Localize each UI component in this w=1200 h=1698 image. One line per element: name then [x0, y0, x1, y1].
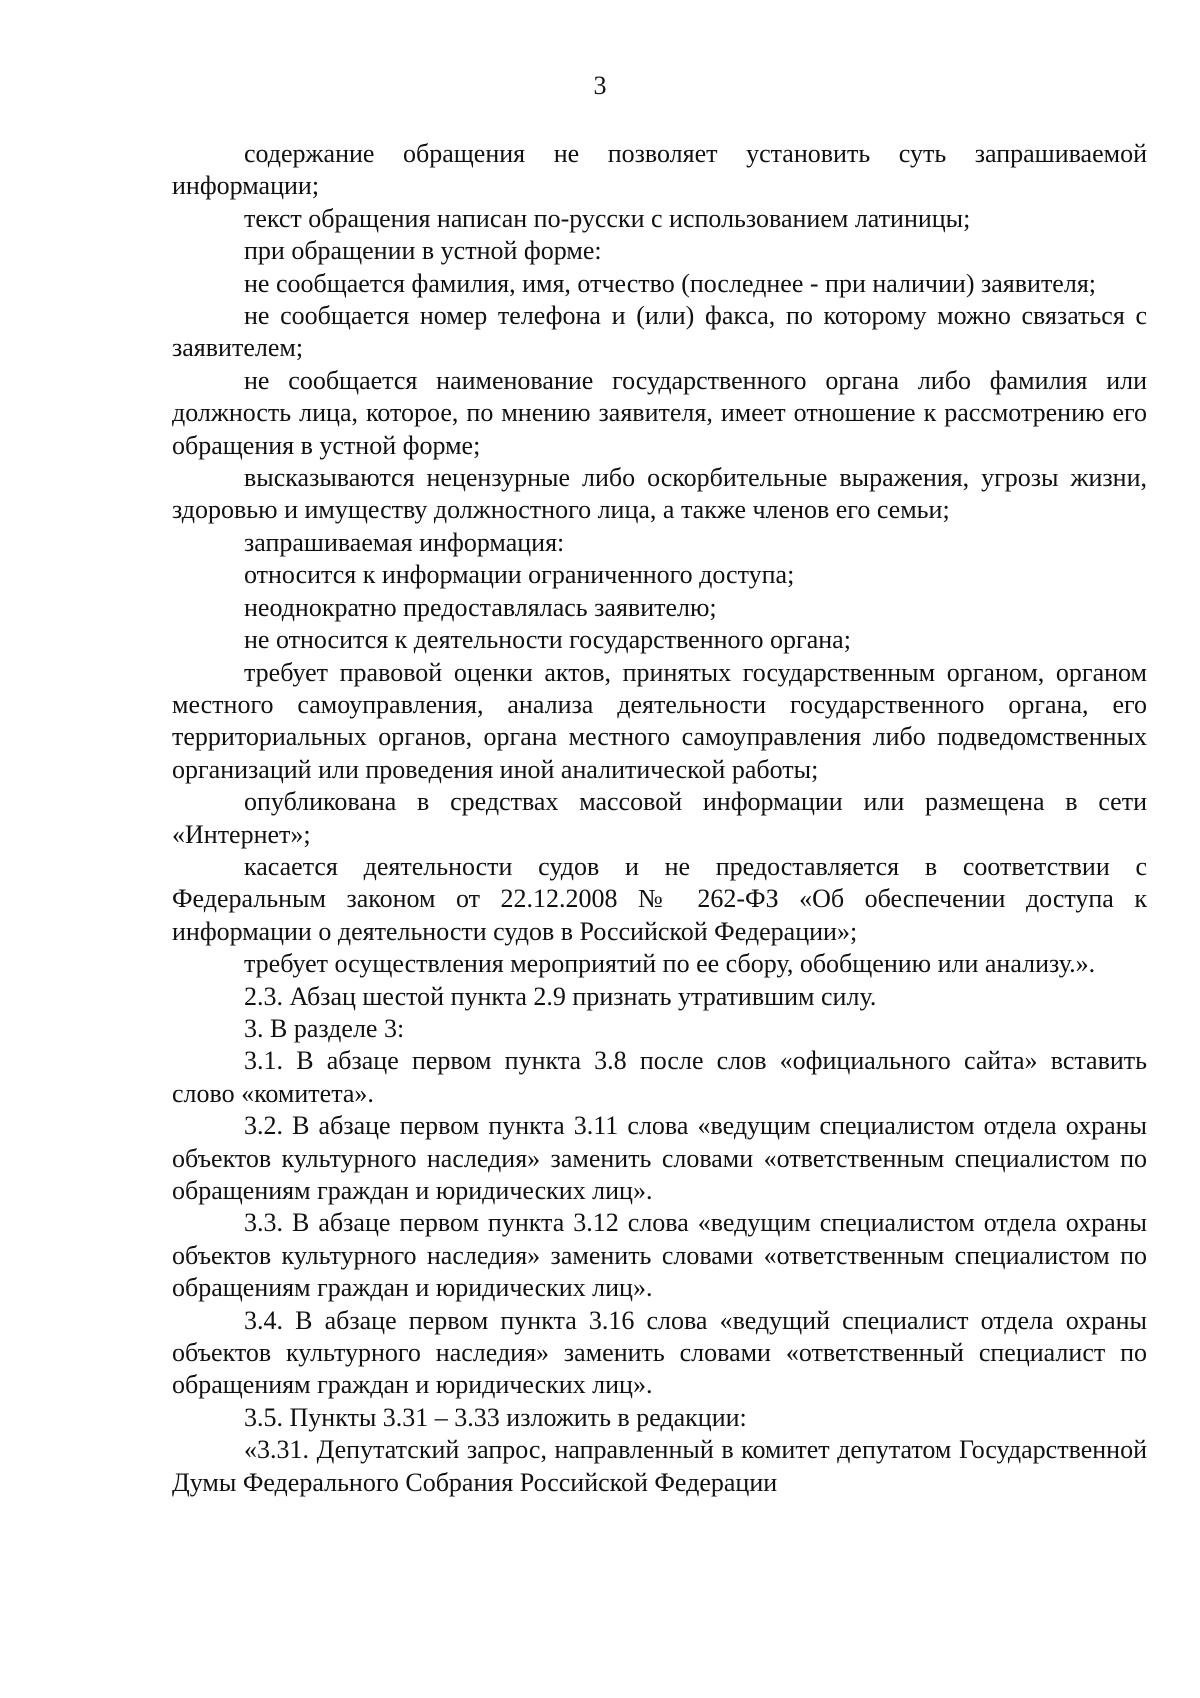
- paragraph: не сообщается наименование государственного органа либо фамилия или должность лица, которое, по мнению заявителя, имеет отношение к рассмотрению его обращения в устной форме;: [172, 365, 1147, 460]
- page-number: 3: [593, 71, 607, 100]
- paragraph: 3. В разделе 3:: [244, 1013, 405, 1043]
- paragraph: неоднократно предоставлялась заявителю;: [244, 592, 717, 622]
- document-body: [172, 138, 1147, 1499]
- paragraph: содержание обращения не позволяет установить суть запрашиваемой информации;: [172, 139, 1147, 201]
- paragraph: не сообщается фамилия, имя, отчество (последнее - при наличии) заявителя;: [244, 268, 1097, 298]
- paragraph: запрашиваемая информация:: [244, 527, 565, 557]
- paragraph: высказываются нецензурные либо оскорбительные выражения, угрозы жизни, здоровью и имуществу должностного лица, а также членов его семьи;: [172, 463, 1147, 525]
- paragraph: не сообщается номер телефона и (или) факса, по которому можно связаться с заявителем;: [172, 301, 1147, 363]
- paragraph: 3.3. В абзаце первом пункта 3.12 слова «ведущим специалистом отдела охраны объектов культурного наследия» заменить словами «ответственным специалистом по обращениям граждан и юридических лиц».: [172, 1208, 1147, 1303]
- paragraph: 3.5. Пункты 3.31 – 3.33 изложить в редакции:: [244, 1402, 747, 1432]
- paragraph: касается деятельности судов и не предоставляется в соответствии с Федеральным законом от 22.12.2008 № 262-ФЗ «Об обеспечении доступа к информации о деятельности судов в Российской Федерации»;: [172, 851, 1147, 946]
- paragraph: 3.2. В абзаце первом пункта 3.11 слова «ведущим специалистом отдела охраны объектов культурного наследия» заменить словами «ответственным специалистом по обращениям граждан и юридических лиц».: [172, 1111, 1147, 1205]
- paragraph: опубликована в средствах массовой информации или размещена в сети «Интернет»;: [172, 787, 1147, 849]
- paragraph: «3.31. Депутатский запрос, направленный в комитет депутатом Государственной Думы Федерального Собрания Российской Федерации: [172, 1435, 1147, 1497]
- paragraph: относится к информации ограниченного доступа;: [244, 560, 795, 590]
- paragraph: 3.4. В абзаце первом пункта 3.16 слова «ведущий специалист отдела охраны объектов культурного наследия» заменить словами «ответственный специалист по обращениям граждан и юридических лиц».: [172, 1305, 1147, 1400]
- paragraph: 2.3. Абзац шестой пункта 2.9 признать утратившим силу.: [244, 981, 877, 1011]
- paragraph: требует правовой оценки актов, принятых государственным органом, органом местного самоуправления, анализа деятельности государственного органа, его территориальных органов, органа местного самоуправления либо подведомственных организаций или проведения иной аналитической работы;: [172, 657, 1147, 784]
- paragraph: требует осуществления мероприятий по ее сбору, обобщению или анализу.».: [244, 949, 1096, 979]
- paragraph: 3.1. В абзаце первом пункта 3.8 после слов «официального сайта» вставить слово «комитета».: [172, 1046, 1147, 1108]
- paragraph: не относится к деятельности государственного органа;: [244, 625, 851, 655]
- paragraph: при обращении в устной форме:: [244, 236, 602, 266]
- paragraph: текст обращения написан по-русски с использованием латиницы;: [244, 203, 971, 233]
